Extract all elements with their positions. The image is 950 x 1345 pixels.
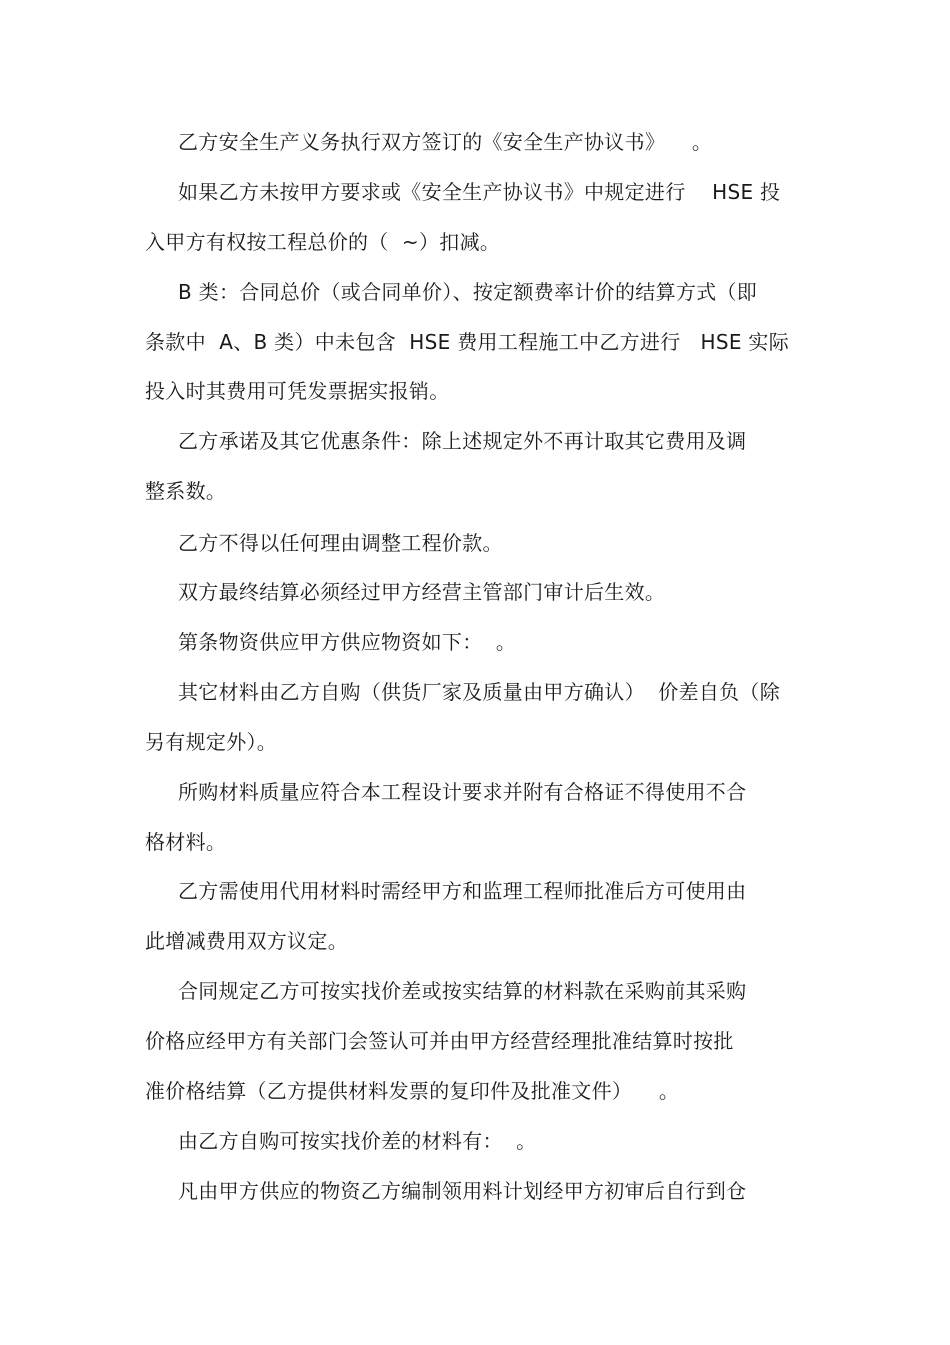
paragraph-line: 合同规定乙方可按实找价差或按实结算的材料款在采购前其采购 — [178, 979, 747, 1003]
paragraph-line: 投入时其费用可凭发票据实报销。 — [145, 379, 450, 403]
paragraph-line: 双方最终结算必须经过甲方经营主管部门审计后生效。 — [178, 580, 666, 604]
paragraph-line: 乙方承诺及其它优惠条件：除上述规定外不再计取其它费用及调 — [178, 429, 747, 453]
paragraph-line: 整系数。 — [145, 479, 227, 503]
paragraph-line: 由乙方自购可按实找价差的材料有： 。 — [178, 1129, 537, 1153]
paragraph-line: 入甲方有权按工程总价的（ ~）扣减。 — [145, 230, 501, 254]
paragraph-line: 另有规定外）。 — [145, 730, 278, 754]
paragraph-line: 此增减费用双方议定。 — [145, 929, 348, 953]
paragraph-line: B 类：合同总价（或合同单价）、按定额费率计价的结算方式（即 — [178, 280, 758, 304]
paragraph-line: 乙方安全生产义务执行双方签订的《安全生产协议书》 。 — [178, 130, 713, 154]
paragraph-line: 乙方不得以任何理由调整工程价款。 — [178, 531, 503, 555]
paragraph-line: 价格应经甲方有关部门会签认可并由甲方经营经理批准结算时按批 — [145, 1029, 734, 1053]
paragraph-line: 其它材料由乙方自购（供货厂家及质量由甲方确认） 价差自负（除 — [178, 680, 781, 704]
paragraph-line: 所购材料质量应符合本工程设计要求并附有合格证不得使用不合 — [178, 780, 747, 804]
paragraph-line: 准价格结算（乙方提供材料发票的复印件及批准文件） 。 — [145, 1079, 680, 1103]
paragraph-line: 乙方需使用代用材料时需经甲方和监理工程师批准后方可使用由 — [178, 879, 747, 903]
paragraph-line: 第条物资供应甲方供应物资如下： 。 — [178, 630, 517, 654]
paragraph-line: 凡由甲方供应的物资乙方编制领用料计划经甲方初审后自行到仓 — [178, 1179, 747, 1203]
paragraph-line: 格材料。 — [145, 830, 227, 854]
paragraph-line: 如果乙方未按甲方要求或《安全生产协议书》中规定进行 HSE 投 — [178, 180, 781, 204]
paragraph-line: 条款中 A、B 类）中未包含 HSE 费用工程施工中乙方进行 HSE 实际 — [145, 330, 790, 354]
